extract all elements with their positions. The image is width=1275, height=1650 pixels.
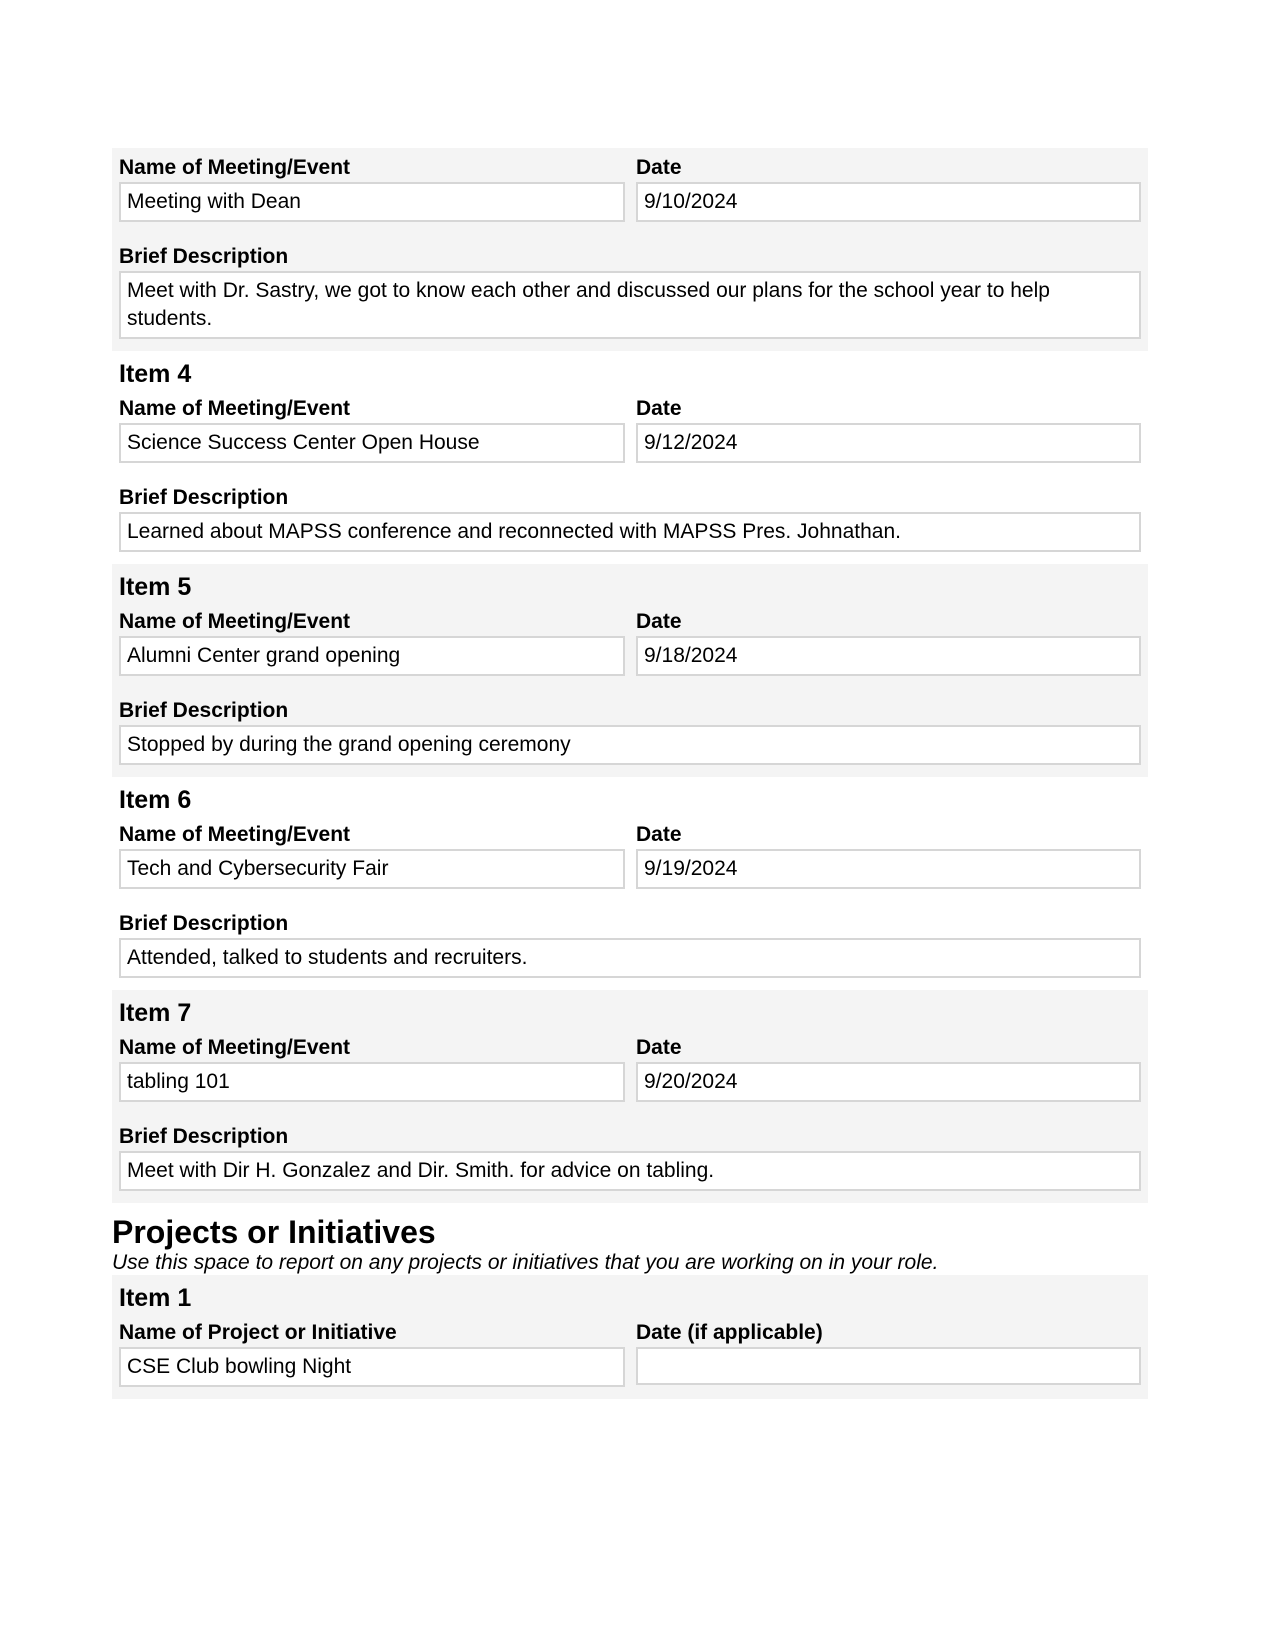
name-label: Name of Meeting/Event	[119, 397, 351, 420]
date-label: Date	[636, 156, 682, 179]
date-column	[636, 156, 1141, 222]
description-block	[119, 912, 1141, 978]
project-date-label: Date (if applicable)	[636, 1321, 823, 1344]
meeting-date-field[interactable]: 9/20/2024	[636, 1062, 1141, 1102]
name-label: Name of Meeting/Event	[119, 1036, 351, 1059]
name-label: Name of Meeting/Event	[119, 823, 351, 846]
item-title: Item 1	[119, 1284, 192, 1312]
description-block	[119, 1125, 1141, 1191]
name-column	[119, 1321, 625, 1387]
item-title: Item 7	[119, 999, 192, 1027]
meeting-item-5	[112, 564, 1148, 777]
meeting-row	[119, 156, 1141, 222]
description-label: Brief Description	[119, 699, 289, 722]
date-label: Date	[636, 397, 682, 420]
meeting-name-field[interactable]: Alumni Center grand opening	[119, 636, 625, 676]
date-label: Date	[636, 1036, 682, 1059]
date-column	[636, 1036, 1141, 1102]
description-block	[119, 699, 1141, 765]
report-page	[112, 148, 1148, 1399]
name-column	[119, 823, 625, 889]
project-name-field[interactable]: CSE Club bowling Night	[119, 1347, 625, 1387]
meeting-date-field[interactable]: 9/10/2024	[636, 182, 1141, 222]
name-label: Name of Meeting/Event	[119, 156, 351, 179]
meeting-description-field[interactable]: Learned about MAPSS conference and reconnected with MAPSS Pres. Johnathan.	[119, 512, 1141, 552]
date-column	[636, 1321, 1141, 1387]
meeting-row	[119, 610, 1141, 676]
project-name-label: Name of Project or Initiative	[119, 1321, 397, 1344]
date-label: Date	[636, 610, 682, 633]
item-title: Item 6	[119, 786, 192, 814]
name-column	[119, 610, 625, 676]
meeting-name-field[interactable]: Meeting with Dean	[119, 182, 625, 222]
meeting-name-field[interactable]: Tech and Cybersecurity Fair	[119, 849, 625, 889]
date-column	[636, 610, 1141, 676]
project-row	[119, 1321, 1141, 1387]
meeting-item-4	[112, 351, 1148, 564]
name-column	[119, 156, 625, 222]
date-column	[636, 397, 1141, 463]
meeting-item-7	[112, 990, 1148, 1203]
date-column	[636, 823, 1141, 889]
meeting-date-field[interactable]: 9/12/2024	[636, 423, 1141, 463]
description-label: Brief Description	[119, 486, 289, 509]
section-heading: Projects or Initiatives	[112, 1214, 436, 1250]
meeting-description-field[interactable]: Attended, talked to students and recruiters.	[119, 938, 1141, 978]
meeting-description-field[interactable]: Stopped by during the grand opening ceremony	[119, 725, 1141, 765]
description-block	[119, 245, 1141, 339]
meeting-description-field[interactable]: Meet with Dir H. Gonzalez and Dir. Smith. for advice on tabling.	[119, 1151, 1141, 1191]
meeting-name-field[interactable]: tabling 101	[119, 1062, 625, 1102]
description-label: Brief Description	[119, 912, 289, 935]
meeting-date-field[interactable]: 9/19/2024	[636, 849, 1141, 889]
date-label: Date	[636, 823, 682, 846]
section-subtitle: Use this space to report on any projects or initiatives that you are working on in your role.	[112, 1251, 939, 1274]
meeting-date-field[interactable]: 9/18/2024	[636, 636, 1141, 676]
item-title: Item 5	[119, 573, 192, 601]
name-label: Name of Meeting/Event	[119, 610, 351, 633]
meeting-description-field[interactable]: Meet with Dr. Sastry, we got to know each other and discussed our plans for the school year to help students.	[119, 271, 1141, 339]
description-block	[119, 486, 1141, 552]
description-label: Brief Description	[119, 245, 289, 268]
meeting-item-3	[112, 148, 1148, 351]
item-title: Item 4	[119, 360, 192, 388]
name-column	[119, 1036, 625, 1102]
meeting-row	[119, 1036, 1141, 1102]
project-item-1	[112, 1275, 1148, 1399]
name-column	[119, 397, 625, 463]
meeting-name-field[interactable]: Science Success Center Open House	[119, 423, 625, 463]
project-date-field[interactable]	[636, 1347, 1141, 1385]
meeting-row	[119, 823, 1141, 889]
description-label: Brief Description	[119, 1125, 289, 1148]
meeting-item-6	[112, 777, 1148, 990]
meeting-row	[119, 397, 1141, 463]
